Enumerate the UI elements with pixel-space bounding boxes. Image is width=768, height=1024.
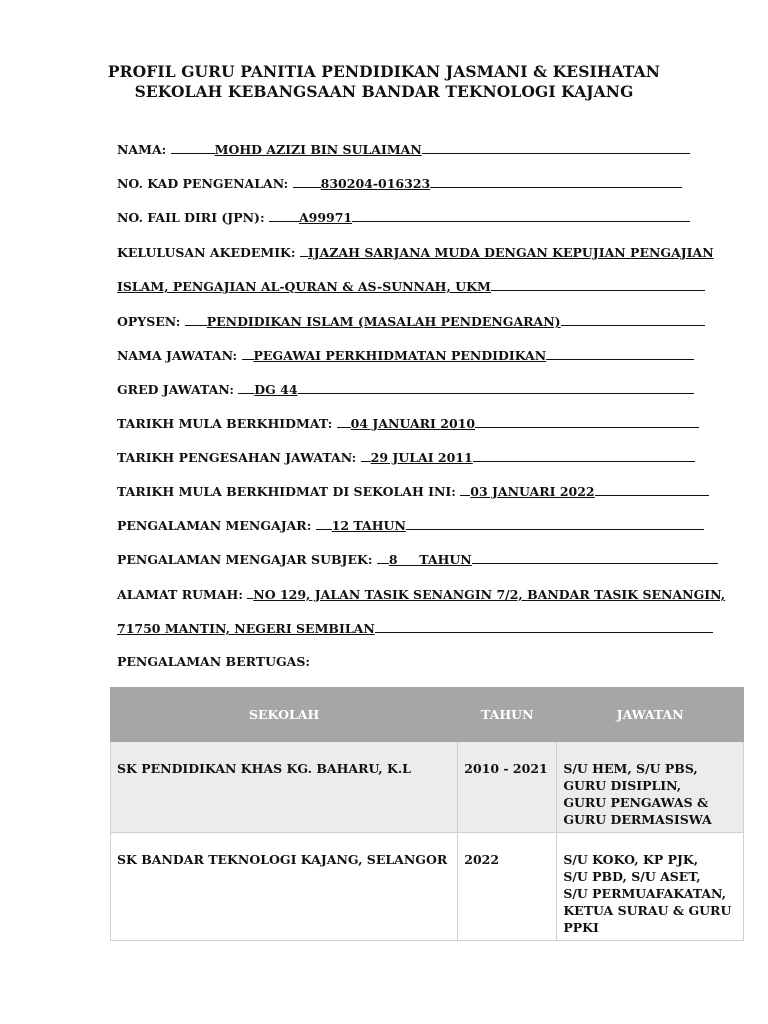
cell-jawatan bbox=[557, 833, 744, 941]
field-value: A99971 bbox=[298, 210, 353, 225]
field-value: ISLAM, PENGAJIAN AL-QURAN & AS-SUNNAH, UKM bbox=[117, 279, 491, 294]
table-row bbox=[111, 742, 744, 833]
jawatan-line: GURU DISIPLIN, bbox=[563, 778, 682, 793]
field-no-kad-pengenalan bbox=[117, 175, 682, 192]
field-value: 71750 MANTIN, NEGERI SEMBILAN bbox=[117, 621, 375, 636]
field-value: 8 TAHUN bbox=[388, 552, 472, 567]
jawatan-line: GURU DERMASISWA bbox=[563, 812, 712, 827]
field-label: KELULUSAN AKEDEMIK: bbox=[117, 245, 300, 260]
field-value: 03 JANUARI 2022 bbox=[470, 484, 595, 499]
column-header-sekolah: SEKOLAH bbox=[111, 688, 458, 742]
experience-table bbox=[110, 687, 744, 941]
field-label: TARIKH MULA BERKHIDMAT DI SEKOLAH INI: bbox=[117, 484, 461, 499]
field-label: TARIKH PENGESAHAN JAWATAN: bbox=[117, 450, 361, 465]
field-alamat-rumah-cont bbox=[117, 620, 713, 637]
field-pengalaman-mengajar-subjek bbox=[117, 551, 718, 568]
field-kelulusan-akademik-cont bbox=[117, 278, 705, 295]
field-label: NAMA JAWATAN: bbox=[117, 348, 242, 363]
jawatan-line: S/U HEM, S/U PBS, bbox=[563, 761, 698, 776]
table-header-row bbox=[111, 688, 744, 742]
jawatan-line: S/U PBD, S/U ASET, bbox=[563, 869, 701, 884]
field-label: NO. KAD PENGENALAN: bbox=[117, 176, 293, 191]
field-label: NO. FAIL DIRI (JPN): bbox=[117, 210, 269, 225]
jawatan-line: PPKI bbox=[563, 920, 599, 935]
field-label: GRED JAWATAN: bbox=[117, 382, 239, 397]
field-label: ALAMAT RUMAH: bbox=[117, 587, 248, 602]
document-title-line-1: PROFIL GURU PANITIA PENDIDIKAN JASMANI & KESIHATAN bbox=[107, 62, 661, 81]
jawatan-line: GURU PENGAWAS & bbox=[563, 795, 709, 810]
field-label: NAMA: bbox=[117, 142, 171, 157]
cell-tahun: 2010 - 2021 bbox=[458, 742, 557, 833]
field-value: 12 TAHUN bbox=[331, 518, 406, 533]
field-label: PENGALAMAN MENGAJAR SUBJEK: bbox=[117, 552, 377, 567]
field-tarikh-mula-berkhidmat bbox=[117, 415, 699, 432]
field-label: OPYSEN: bbox=[117, 314, 185, 329]
field-value: 29 JULAI 2011 bbox=[370, 450, 473, 465]
field-no-fail-diri bbox=[117, 209, 690, 226]
field-tarikh-mula-di-sekolah bbox=[117, 483, 709, 500]
field-value: 04 JANUARI 2010 bbox=[350, 416, 476, 431]
cell-tahun: 2022 bbox=[458, 833, 557, 941]
field-value: IJAZAH SARJANA MUDA DENGAN KEPUJIAN PENGAJIAN bbox=[307, 245, 714, 260]
field-pengalaman-mengajar bbox=[117, 517, 704, 534]
jawatan-line: S/U PERMUAFAKATAN, bbox=[563, 886, 727, 901]
document-title-line-2: SEKOLAH KEBANGSAAN BANDAR TEKNOLOGI KAJANG bbox=[134, 82, 634, 101]
field-nama-jawatan bbox=[117, 347, 694, 364]
field-value: DG 44 bbox=[254, 382, 298, 397]
field-value: NO 129, JALAN TASIK SENANGIN 7/2, BANDAR TASIK SENANGIN, bbox=[253, 587, 726, 602]
field-kelulusan-akademik bbox=[117, 244, 714, 261]
cell-sekolah: SK PENDIDIKAN KHAS KG. BAHARU, K.L bbox=[111, 742, 458, 833]
jawatan-line: KETUA SURAU & GURU bbox=[563, 903, 732, 918]
field-gred-jawatan bbox=[117, 381, 694, 398]
table-row bbox=[111, 833, 744, 941]
field-opsyen bbox=[117, 313, 705, 330]
jawatan-line: S/U KOKO, KP PJK, bbox=[563, 852, 699, 867]
cell-sekolah: SK BANDAR TEKNOLOGI KAJANG, SELANGOR bbox=[111, 833, 458, 941]
field-value: PEGAWAI PERKHIDMATAN PENDIDIKAN bbox=[253, 348, 547, 363]
column-header-jawatan: JAWATAN bbox=[557, 688, 744, 742]
field-alamat-rumah bbox=[117, 586, 725, 603]
cell-jawatan bbox=[557, 742, 744, 833]
section-pengalaman-bertugas: PENGALAMAN BERTUGAS: bbox=[117, 654, 311, 669]
field-value: PENDIDIKAN ISLAM (MASALAH PENDENGARAN) bbox=[206, 314, 561, 329]
column-header-tahun: TAHUN bbox=[458, 688, 557, 742]
field-tarikh-pengesahan-jawatan bbox=[117, 449, 695, 466]
field-value: MOHD AZIZI BIN SULAIMAN bbox=[214, 142, 422, 157]
field-label: TARIKH MULA BERKHIDMAT: bbox=[117, 416, 337, 431]
field-nama bbox=[117, 141, 690, 158]
field-value: 830204-016323 bbox=[320, 176, 431, 191]
field-label: PENGALAMAN MENGAJAR: bbox=[117, 518, 316, 533]
